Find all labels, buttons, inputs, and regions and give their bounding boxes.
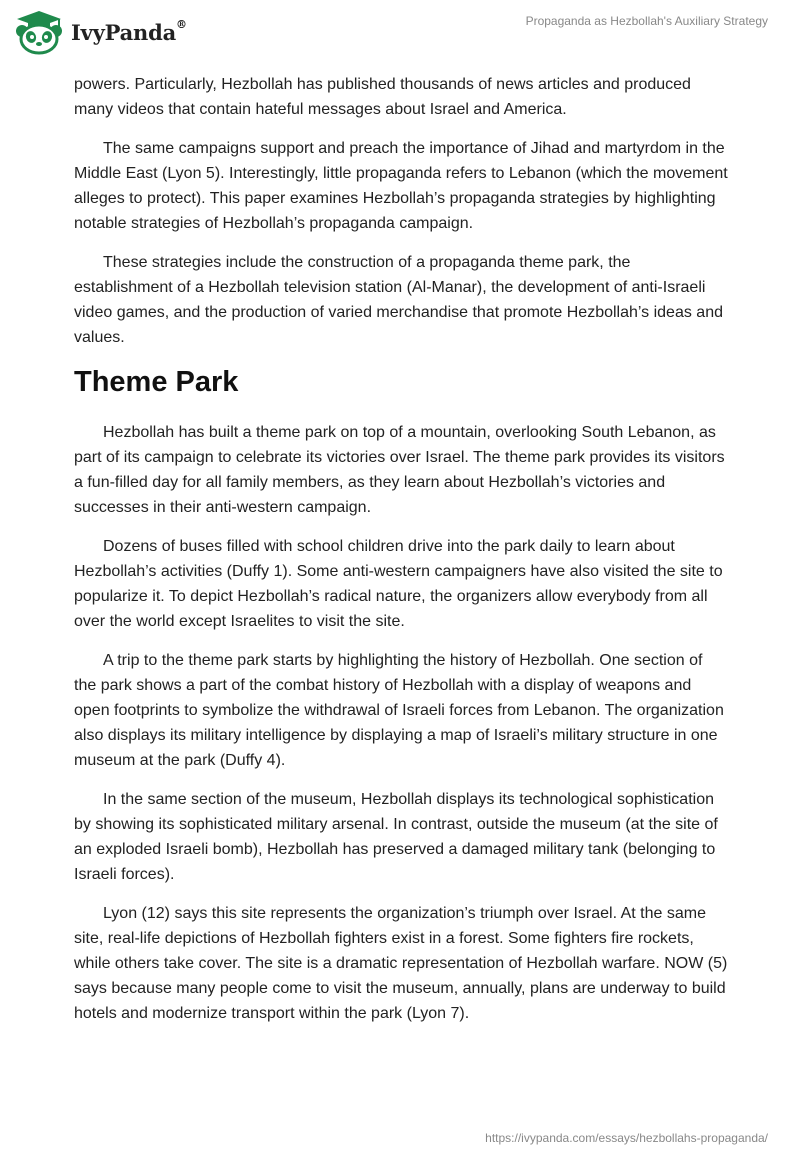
- section-heading-theme-park: Theme Park: [74, 366, 239, 398]
- trademark-symbol: ®: [176, 17, 187, 31]
- page-header: [0, 0, 800, 70]
- paragraph-6: A trip to the theme park starts by highlighting the history of Hezbollah. One section of the park shows a part of the combat history of Hezbollah with a display of weapons and open footprints to symbolize the withdrawal of Israeli forces from Lebanon. The organization also displays its military intelligence by displaying a map of Israeli’s military structure in one museum at the park (Duffy 4).: [74, 652, 724, 769]
- brand-name: IvyPanda®: [71, 17, 187, 45]
- paragraph-7: In the same section of the museum, Hezbollah displays its technological sophistication by showing its sophisticated military arsenal. In contrast, outside the museum (at the site of an exploded Israeli bomb), Hezbollah has preserved a damaged military tank (belonging to Israeli forces).: [74, 791, 718, 883]
- essay-content: [74, 72, 728, 1040]
- paragraph-3: These strategies include the construction of a propaganda theme park, the establishment of a Hezbollah television station (Al-Manar), the development of anti-Israeli video games, and the production of varied merchandise that promote Hezbollah’s ideas and values.: [74, 254, 723, 346]
- paragraph-1: powers. Particularly, Hezbollah has published thousands of news articles and produced many videos that contain hateful messages about Israel and America.: [74, 76, 691, 118]
- source-url-link[interactable]: https://ivypanda.com/essays/hezbollahs-propaganda/: [485, 1131, 768, 1145]
- panda-graduate-icon: [14, 9, 64, 55]
- paragraph-8: Lyon (12) says this site represents the organization’s triumph over Israel. At the same site, real-life depictions of Hezbollah fighters exist in a forest. Some fighters fire rockets, while others take cover. The site is a dramatic representation of Hezbollah warfare. NOW (5) says because many people come to visit the museum, annually, plans are underway to build hotels and modernize transport within the park (Lyon 7).: [74, 905, 728, 1022]
- paragraph-2: The same campaigns support and preach the importance of Jihad and martyrdom in the Middle East (Lyon 5). Interestingly, little propaganda refers to Lebanon (which the movement alleges to protect). This paper examines Hezbollah’s propaganda strategies by highlighting notable strategies of Hezbollah’s propaganda campaign.: [74, 140, 728, 232]
- paragraph-4: Hezbollah has built a theme park on top of a mountain, overlooking South Lebanon, as part of its campaign to celebrate its victories over Israel. The theme park provides its visitors a fun-filled day for all family members, as they learn about Hezbollah’s victories and successes in their anti-western campaign.: [74, 424, 725, 516]
- document-title: Propaganda as Hezbollah's Auxiliary Strategy: [525, 14, 768, 28]
- ivypanda-logo[interactable]: [14, 8, 187, 56]
- paragraph-5: Dozens of buses filled with school children drive into the park daily to learn about Hezbollah’s activities (Duffy 1). Some anti-western campaigners have also visited the site to popularize it. To depict Hezbollah’s radical nature, the organizers allow everybody from all over the world except Israelites to visit the site.: [74, 538, 723, 630]
